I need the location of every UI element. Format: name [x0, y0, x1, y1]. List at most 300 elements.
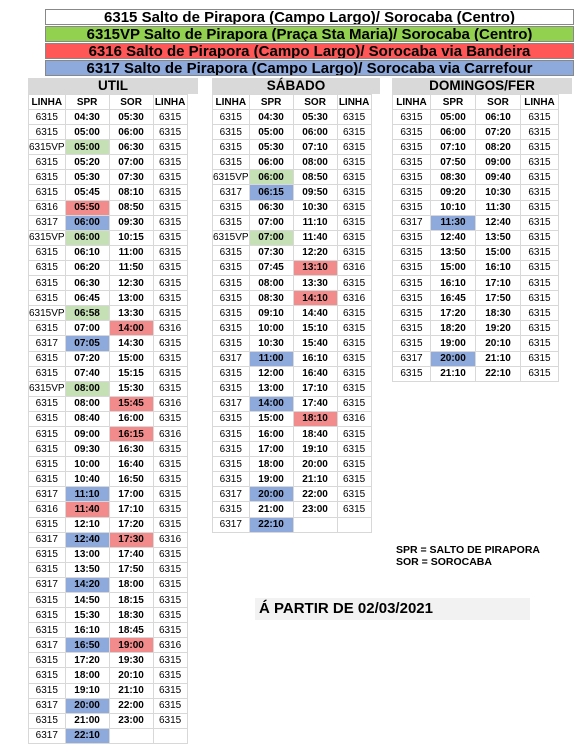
cell-time-spr: 10:00 — [249, 321, 293, 336]
cell-time-sor: 17:40 — [109, 547, 153, 562]
cell-time-spr: 11:40 — [65, 502, 109, 517]
section-title: DOMINGOS/FER — [392, 78, 572, 94]
cell-time-spr: 10:40 — [65, 472, 109, 487]
table-row — [393, 155, 559, 170]
cell-line-return: 6315 — [337, 351, 371, 366]
table-row — [393, 125, 559, 140]
table-row — [29, 623, 188, 638]
cell-line-out: 6315 — [29, 562, 66, 577]
cell-time-sor: 10:15 — [109, 230, 153, 245]
cell-line-return: 6315 — [153, 351, 187, 366]
cell-line-out: 6317 — [29, 336, 66, 351]
cell-line-out: 6315 — [393, 125, 431, 140]
cell-time-sor: 06:30 — [109, 140, 153, 155]
cell-line-out: 6315 — [393, 230, 431, 245]
cell-line-out: 6315 — [29, 668, 66, 683]
cell-time-sor: 17:00 — [109, 487, 153, 502]
cell-line-return: 6315 — [337, 170, 371, 185]
cell-time-spr: 17:00 — [249, 442, 293, 457]
cell-line-out: 6315 — [29, 411, 66, 426]
cell-time-spr: 15:00 — [431, 260, 476, 275]
cell-line-out: 6315 — [213, 291, 250, 306]
cell-time-spr: 12:00 — [249, 366, 293, 381]
cell-time-spr: 16:00 — [249, 426, 293, 441]
cell-time-sor: 16:10 — [476, 260, 521, 275]
cell-time-spr: 07:00 — [249, 215, 293, 230]
table-row — [393, 366, 559, 381]
cell-time-sor: 07:30 — [109, 170, 153, 185]
legend-spr: SPR = SALTO DE PIRAPORA — [396, 544, 541, 556]
cell-line-out: 6315 — [29, 366, 66, 381]
cell-time-sor: 18:10 — [293, 411, 337, 426]
cell-time-spr: 06:58 — [65, 306, 109, 321]
cell-line-return: 6315 — [153, 653, 187, 668]
table-row — [393, 351, 559, 366]
cell-time-sor: 19:30 — [109, 653, 153, 668]
cell-time-spr: 05:50 — [65, 200, 109, 215]
cell-line-return: 6315 — [153, 562, 187, 577]
cell-time-spr: 08:30 — [249, 291, 293, 306]
table-row — [29, 396, 188, 411]
cell-line-out: 6315VP — [29, 381, 66, 396]
cell-time-sor: 19:10 — [293, 442, 337, 457]
cell-line-out: 6317 — [29, 638, 66, 653]
cell-line-return — [337, 517, 371, 532]
cell-line-out: 6315 — [29, 276, 66, 291]
table-row — [393, 276, 559, 291]
cell-line-out: 6315 — [213, 155, 250, 170]
cell-time-sor: 16:40 — [293, 366, 337, 381]
cell-line-return: 6315 — [153, 230, 187, 245]
cell-time-spr: 09:30 — [65, 442, 109, 457]
cell-time-sor: 22:00 — [293, 487, 337, 502]
cell-time-spr: 07:40 — [65, 366, 109, 381]
cell-line-out: 6315 — [213, 215, 250, 230]
cell-line-out: 6315 — [29, 442, 66, 457]
cell-line-return: 6316 — [153, 321, 187, 336]
cell-time-sor: 08:10 — [109, 185, 153, 200]
cell-time-spr: 20:00 — [431, 351, 476, 366]
cell-time-sor: 15:40 — [293, 336, 337, 351]
table-row — [213, 487, 372, 502]
cell-line-return: 6315 — [153, 366, 187, 381]
cell-line-out: 6317 — [29, 577, 66, 592]
table-row — [213, 200, 372, 215]
cell-time-spr: 06:10 — [65, 245, 109, 260]
cell-time-spr: 15:30 — [65, 608, 109, 623]
cell-line-out: 6315 — [29, 683, 66, 698]
cell-line-return: 6316 — [337, 291, 371, 306]
cell-line-return: 6315 — [337, 366, 371, 381]
cell-time-sor: 17:10 — [293, 381, 337, 396]
table-row — [213, 517, 372, 532]
cell-time-spr: 19:00 — [431, 336, 476, 351]
cell-line-return: 6315 — [153, 276, 187, 291]
cell-time-sor: 12:30 — [109, 276, 153, 291]
cell-line-out: 6316 — [29, 502, 66, 517]
cell-time-sor: 15:30 — [109, 381, 153, 396]
cell-time-sor: 17:10 — [109, 502, 153, 517]
column-header: SPR — [431, 95, 476, 110]
cell-time-spr: 06:00 — [249, 170, 293, 185]
table-row — [29, 487, 188, 502]
cell-time-spr: 07:45 — [249, 260, 293, 275]
table-row — [393, 306, 559, 321]
cell-line-out: 6315 — [29, 155, 66, 170]
cell-line-out: 6315 — [29, 457, 66, 472]
cell-line-out: 6315 — [29, 426, 66, 441]
cell-line-return: 6315 — [521, 230, 559, 245]
cell-time-spr: 20:00 — [65, 698, 109, 713]
cell-line-return: 6315 — [153, 336, 187, 351]
table-row — [29, 185, 188, 200]
cell-line-out: 6315 — [393, 245, 431, 260]
section-util — [28, 78, 198, 744]
table-row — [29, 291, 188, 306]
cell-time-spr: 12:40 — [65, 532, 109, 547]
cell-time-spr: 05:00 — [431, 110, 476, 125]
cell-time-sor: 15:00 — [476, 245, 521, 260]
cell-time-spr: 07:05 — [65, 336, 109, 351]
table-row — [29, 608, 188, 623]
cell-time-sor: 10:30 — [293, 200, 337, 215]
cell-time-spr: 07:10 — [431, 140, 476, 155]
table-row — [29, 562, 188, 577]
cell-line-out: 6315 — [213, 381, 250, 396]
cell-time-sor: 09:00 — [476, 155, 521, 170]
cell-time-spr: 10:00 — [65, 457, 109, 472]
section-sabado — [212, 78, 380, 533]
cell-time-spr: 07:00 — [249, 230, 293, 245]
cell-line-out: 6315 — [213, 200, 250, 215]
column-header: SOR — [293, 95, 337, 110]
cell-time-spr: 06:00 — [65, 230, 109, 245]
cell-time-spr: 11:30 — [431, 215, 476, 230]
cell-line-return: 6315 — [337, 155, 371, 170]
table-row — [213, 140, 372, 155]
cell-time-spr: 08:00 — [249, 276, 293, 291]
cell-line-return: 6315 — [337, 381, 371, 396]
cell-line-return: 6315 — [521, 366, 559, 381]
table-row — [393, 291, 559, 306]
cell-line-out: 6315 — [393, 366, 431, 381]
cell-time-spr: 19:10 — [65, 683, 109, 698]
cell-time-spr: 13:50 — [65, 562, 109, 577]
cell-line-return: 6315 — [153, 411, 187, 426]
cell-time-spr: 11:00 — [249, 351, 293, 366]
cell-time-spr: 21:00 — [65, 713, 109, 728]
cell-time-spr: 06:30 — [65, 276, 109, 291]
cell-time-spr: 05:20 — [65, 155, 109, 170]
cell-line-return: 6315 — [153, 170, 187, 185]
cell-line-return: 6315 — [153, 200, 187, 215]
table-row — [29, 713, 188, 728]
cell-line-return: 6315 — [521, 291, 559, 306]
cell-line-out: 6315 — [393, 291, 431, 306]
cell-line-return: 6315 — [337, 110, 371, 125]
cell-time-sor: 17:50 — [476, 291, 521, 306]
cell-time-sor: 07:10 — [293, 140, 337, 155]
schedule-table-domingos — [392, 94, 559, 382]
cell-line-return: 6315 — [337, 472, 371, 487]
column-header: SPR — [249, 95, 293, 110]
cell-time-sor: 18:30 — [476, 306, 521, 321]
cell-time-spr: 18:00 — [249, 457, 293, 472]
cell-line-return: 6315 — [521, 276, 559, 291]
cell-time-sor: 11:40 — [293, 230, 337, 245]
cell-line-return: 6315 — [521, 306, 559, 321]
table-row — [29, 140, 188, 155]
table-row — [393, 215, 559, 230]
cell-time-sor: 11:00 — [109, 245, 153, 260]
cell-time-sor — [293, 517, 337, 532]
cell-line-out: 6315 — [393, 260, 431, 275]
table-row — [29, 547, 188, 562]
cell-time-sor: 15:00 — [109, 351, 153, 366]
table-row — [213, 457, 372, 472]
cell-line-return: 6315 — [153, 140, 187, 155]
cell-time-spr: 20:00 — [249, 487, 293, 502]
cell-line-return: 6315 — [337, 306, 371, 321]
table-row — [213, 472, 372, 487]
route-header-6317: 6317 Salto de Pirapora (Campo Largo)/ Sorocaba via Carrefour — [45, 60, 574, 76]
column-header: LINHA — [213, 95, 250, 110]
cell-line-out: 6315 — [213, 276, 250, 291]
cell-line-return: 6315 — [337, 140, 371, 155]
table-row — [213, 366, 372, 381]
table-row — [29, 200, 188, 215]
cell-line-return: 6315 — [337, 200, 371, 215]
table-row — [213, 381, 372, 396]
cell-line-return: 6315 — [521, 125, 559, 140]
cell-line-return: 6315 — [153, 668, 187, 683]
cell-line-out: 6315VP — [29, 230, 66, 245]
table-row — [29, 411, 188, 426]
cell-time-sor: 09:30 — [109, 215, 153, 230]
cell-line-out: 6315 — [213, 125, 250, 140]
cell-line-return: 6315 — [337, 230, 371, 245]
cell-line-return: 6315 — [521, 245, 559, 260]
table-row — [393, 321, 559, 336]
table-row — [29, 155, 188, 170]
cell-line-out: 6315 — [213, 411, 250, 426]
cell-time-spr: 09:20 — [431, 185, 476, 200]
cell-line-out: 6315 — [393, 306, 431, 321]
table-row — [29, 366, 188, 381]
cell-time-spr: 16:10 — [431, 276, 476, 291]
cell-line-out: 6315 — [29, 593, 66, 608]
cell-line-return: 6316 — [153, 638, 187, 653]
cell-time-sor: 18:15 — [109, 593, 153, 608]
cell-time-sor: 16:30 — [109, 442, 153, 457]
column-header: LINHA — [393, 95, 431, 110]
cell-line-return: 6315 — [153, 306, 187, 321]
cell-line-return: 6316 — [337, 260, 371, 275]
cell-time-spr: 14:50 — [65, 593, 109, 608]
cell-line-return: 6315 — [521, 336, 559, 351]
cell-line-out: 6315 — [29, 472, 66, 487]
table-row — [29, 351, 188, 366]
cell-time-spr: 18:00 — [65, 668, 109, 683]
cell-time-spr: 06:30 — [249, 200, 293, 215]
cell-time-sor: 13:30 — [293, 276, 337, 291]
section-title: SÁBADO — [212, 78, 380, 94]
cell-time-sor: 17:10 — [476, 276, 521, 291]
cell-line-return: 6315 — [153, 593, 187, 608]
cell-line-out: 6315VP — [29, 140, 66, 155]
route-header-6316: 6316 Salto de Pirapora (Campo Largo)/ Sorocaba via Bandeira — [45, 43, 574, 59]
cell-time-spr: 12:40 — [431, 230, 476, 245]
cell-line-return: 6315 — [337, 396, 371, 411]
cell-time-spr: 07:20 — [65, 351, 109, 366]
cell-time-spr: 08:40 — [65, 411, 109, 426]
table-row — [29, 457, 188, 472]
table-row — [29, 532, 188, 547]
cell-time-spr: 06:20 — [65, 260, 109, 275]
table-row — [29, 245, 188, 260]
cell-time-sor: 16:15 — [109, 426, 153, 441]
cell-time-spr: 08:00 — [65, 396, 109, 411]
table-row — [29, 110, 188, 125]
cell-line-out: 6315 — [393, 321, 431, 336]
cell-line-return: 6315 — [153, 698, 187, 713]
cell-line-out: 6315 — [393, 336, 431, 351]
cell-time-spr: 06:00 — [65, 215, 109, 230]
cell-line-out: 6315 — [29, 351, 66, 366]
cell-time-spr: 14:20 — [65, 577, 109, 592]
cell-line-return: 6315 — [337, 215, 371, 230]
cell-time-sor: 07:20 — [476, 125, 521, 140]
cell-line-out: 6315 — [393, 185, 431, 200]
schedule-table-sabado — [212, 94, 372, 533]
table-row — [29, 336, 188, 351]
legend — [396, 544, 540, 568]
cell-time-spr: 06:45 — [65, 291, 109, 306]
table-row — [213, 321, 372, 336]
table-row — [213, 426, 372, 441]
cell-time-spr: 07:00 — [65, 321, 109, 336]
table-row — [29, 321, 188, 336]
cell-time-sor: 23:00 — [293, 502, 337, 517]
cell-time-spr: 05:30 — [249, 140, 293, 155]
cell-time-sor: 15:45 — [109, 396, 153, 411]
column-header: LINHA — [154, 96, 186, 108]
cell-time-sor: 05:30 — [109, 110, 153, 125]
cell-line-return: 6315 — [337, 185, 371, 200]
cell-time-sor: 21:10 — [109, 683, 153, 698]
cell-line-out: 6315 — [29, 517, 66, 532]
route-header-6315vp: 6315VP Salto de Pirapora (Praça Sta Maria)/ Sorocaba (Centro) — [45, 26, 574, 42]
cell-time-spr: 05:00 — [65, 125, 109, 140]
table-row — [213, 502, 372, 517]
cell-time-sor: 18:00 — [109, 577, 153, 592]
cell-line-out: 6315VP — [213, 230, 250, 245]
table-row — [29, 698, 188, 713]
cell-time-spr: 14:00 — [249, 396, 293, 411]
cell-time-sor: 13:50 — [476, 230, 521, 245]
table-row — [213, 306, 372, 321]
table-row — [213, 215, 372, 230]
cell-time-spr: 11:10 — [65, 487, 109, 502]
cell-time-sor: 22:10 — [476, 366, 521, 381]
table-row — [213, 185, 372, 200]
cell-line-out: 6315 — [29, 245, 66, 260]
cell-line-return: 6315 — [153, 517, 187, 532]
cell-time-sor: 15:15 — [109, 366, 153, 381]
cell-line-return: 6315 — [337, 457, 371, 472]
cell-time-sor: 12:40 — [476, 215, 521, 230]
table-row — [213, 336, 372, 351]
cell-time-sor: 11:10 — [293, 215, 337, 230]
table-row — [29, 276, 188, 291]
cell-time-sor: 17:40 — [293, 396, 337, 411]
cell-time-sor — [109, 728, 153, 743]
cell-time-spr: 10:10 — [431, 200, 476, 215]
cell-time-spr: 17:20 — [431, 306, 476, 321]
table-row — [29, 426, 188, 441]
valid-from-notice: Á PARTIR DE 02/03/2021 — [255, 598, 530, 620]
cell-line-return: 6315 — [337, 321, 371, 336]
cell-line-return: 6315 — [521, 110, 559, 125]
cell-line-out: 6315 — [29, 260, 66, 275]
cell-line-out: 6315 — [29, 170, 66, 185]
cell-time-sor: 09:40 — [476, 170, 521, 185]
table-row — [213, 230, 372, 245]
cell-time-sor: 06:10 — [476, 110, 521, 125]
cell-line-out: 6315 — [213, 457, 250, 472]
cell-line-return: 6315 — [337, 502, 371, 517]
cell-time-spr: 09:10 — [249, 306, 293, 321]
cell-time-sor: 13:10 — [293, 260, 337, 275]
cell-line-return — [153, 728, 187, 743]
cell-line-out: 6315 — [393, 140, 431, 155]
cell-time-spr: 21:10 — [431, 366, 476, 381]
table-row — [213, 276, 372, 291]
cell-time-sor: 19:00 — [109, 638, 153, 653]
column-header: LINHA — [29, 95, 66, 110]
cell-line-return: 6315 — [521, 321, 559, 336]
cell-time-spr: 04:30 — [65, 110, 109, 125]
cell-time-spr: 10:30 — [249, 336, 293, 351]
cell-time-sor: 20:10 — [476, 336, 521, 351]
table-row — [213, 155, 372, 170]
cell-line-return: 6315 — [153, 457, 187, 472]
cell-time-sor: 09:50 — [293, 185, 337, 200]
cell-time-spr: 16:45 — [431, 291, 476, 306]
cell-line-return: 6315 — [337, 125, 371, 140]
column-header: LINHA — [521, 95, 559, 110]
cell-line-out: 6315 — [29, 110, 66, 125]
cell-time-spr: 07:50 — [431, 155, 476, 170]
table-row — [29, 728, 188, 743]
cell-time-spr: 13:50 — [431, 245, 476, 260]
cell-line-return: 6316 — [153, 396, 187, 411]
cell-time-spr: 18:20 — [431, 321, 476, 336]
cell-time-sor: 18:30 — [109, 608, 153, 623]
cell-time-spr: 13:00 — [249, 381, 293, 396]
cell-line-return: 6315 — [337, 276, 371, 291]
cell-time-spr: 08:30 — [431, 170, 476, 185]
cell-line-return: 6315 — [521, 170, 559, 185]
column-header: SOR — [476, 95, 521, 110]
cell-line-return: 6315 — [337, 487, 371, 502]
cell-line-out: 6317 — [213, 185, 250, 200]
table-row — [29, 170, 188, 185]
column-header: SPR — [65, 95, 109, 110]
cell-line-out: 6315 — [29, 713, 66, 728]
cell-time-sor: 13:00 — [109, 291, 153, 306]
cell-line-out: 6315 — [213, 110, 250, 125]
